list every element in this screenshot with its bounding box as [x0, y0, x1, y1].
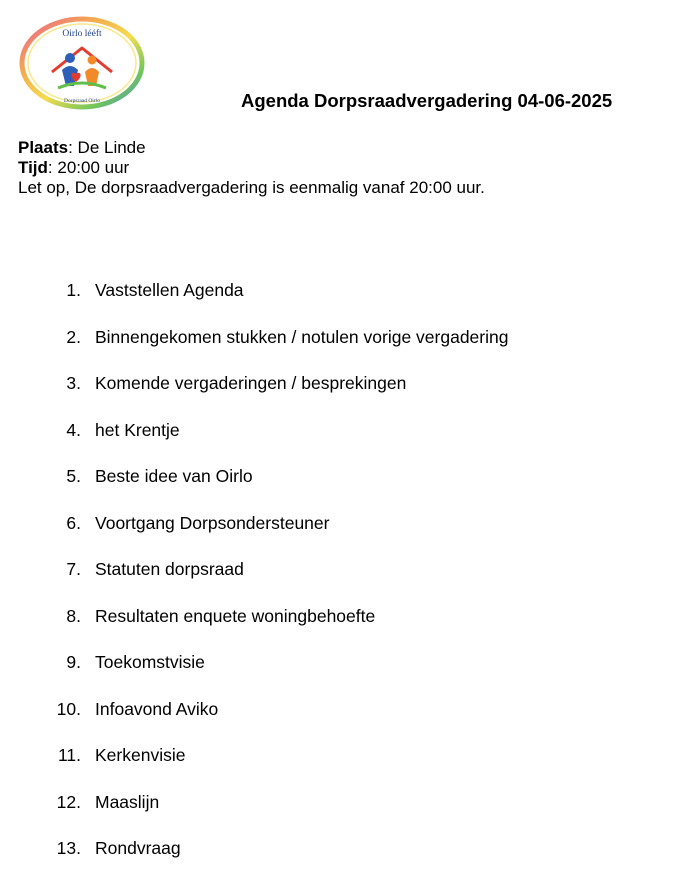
agenda-item-number: 13. — [56, 838, 81, 858]
agenda-item-label: Voortgang Dorpsondersteuner — [95, 512, 330, 533]
agenda-item-label: het Krentje — [95, 419, 180, 440]
agenda-item-number: 3. — [66, 373, 81, 393]
agenda-item-number: 4. — [66, 419, 81, 440]
agenda-item-number: 8. — [66, 605, 81, 626]
agenda-item-number: 7. — [66, 559, 81, 579]
logo-bottom-text: Dorpsraad Oirlo — [64, 98, 100, 104]
meeting-note: Let op, De dorpsraadvergadering is eenmalig vanaf 20:00 uur. — [18, 178, 485, 197]
time-value: : 20:00 uur — [47, 158, 130, 177]
logo-graphic — [18, 14, 146, 112]
agenda-item-label: Binnengekomen stukken / notulen vorige vergadering — [95, 326, 509, 347]
agenda-item-number: 11. — [57, 745, 81, 765]
logo-top-text: Oirlo lééft — [62, 29, 102, 39]
agenda-item-label: Infoavond Aviko — [95, 698, 219, 719]
agenda-item-number: 5. — [66, 466, 81, 486]
meeting-info — [18, 138, 485, 198]
agenda-item-number: 9. — [66, 652, 81, 672]
page-title: Agenda Dorpsraadvergadering 04-06-2025 — [241, 90, 613, 111]
agenda-item-number: 12. — [56, 791, 81, 812]
agenda-item-label: Toekomstvisie — [95, 652, 205, 672]
agenda-item-label: Rondvraag — [95, 838, 181, 858]
place-row — [18, 138, 485, 158]
agenda-item-number: 10. — [56, 698, 81, 719]
agenda-item-label: Maaslijn — [95, 791, 160, 812]
time-row — [18, 158, 485, 178]
agenda-item-label: Komende vergaderingen / besprekingen — [95, 373, 407, 393]
agenda-item-number: 1. — [66, 280, 81, 300]
place-label: Plaats — [18, 138, 69, 157]
agenda-item-label: Kerkenvisie — [95, 745, 186, 765]
place-value: : De Linde — [68, 138, 146, 157]
logo — [18, 14, 146, 112]
time-label: Tijd — [18, 158, 48, 177]
agenda-item-number: 6. — [66, 512, 81, 533]
agenda-item-label: Resultaten enquete woningbehoefte — [95, 605, 376, 626]
agenda-item-label: Vaststellen Agenda — [95, 280, 244, 300]
agenda-item-label: Statuten dorpsraad — [95, 559, 244, 579]
agenda-item-number: 2. — [66, 326, 81, 347]
agenda-item-label: Beste idee van Oirlo — [95, 466, 253, 486]
